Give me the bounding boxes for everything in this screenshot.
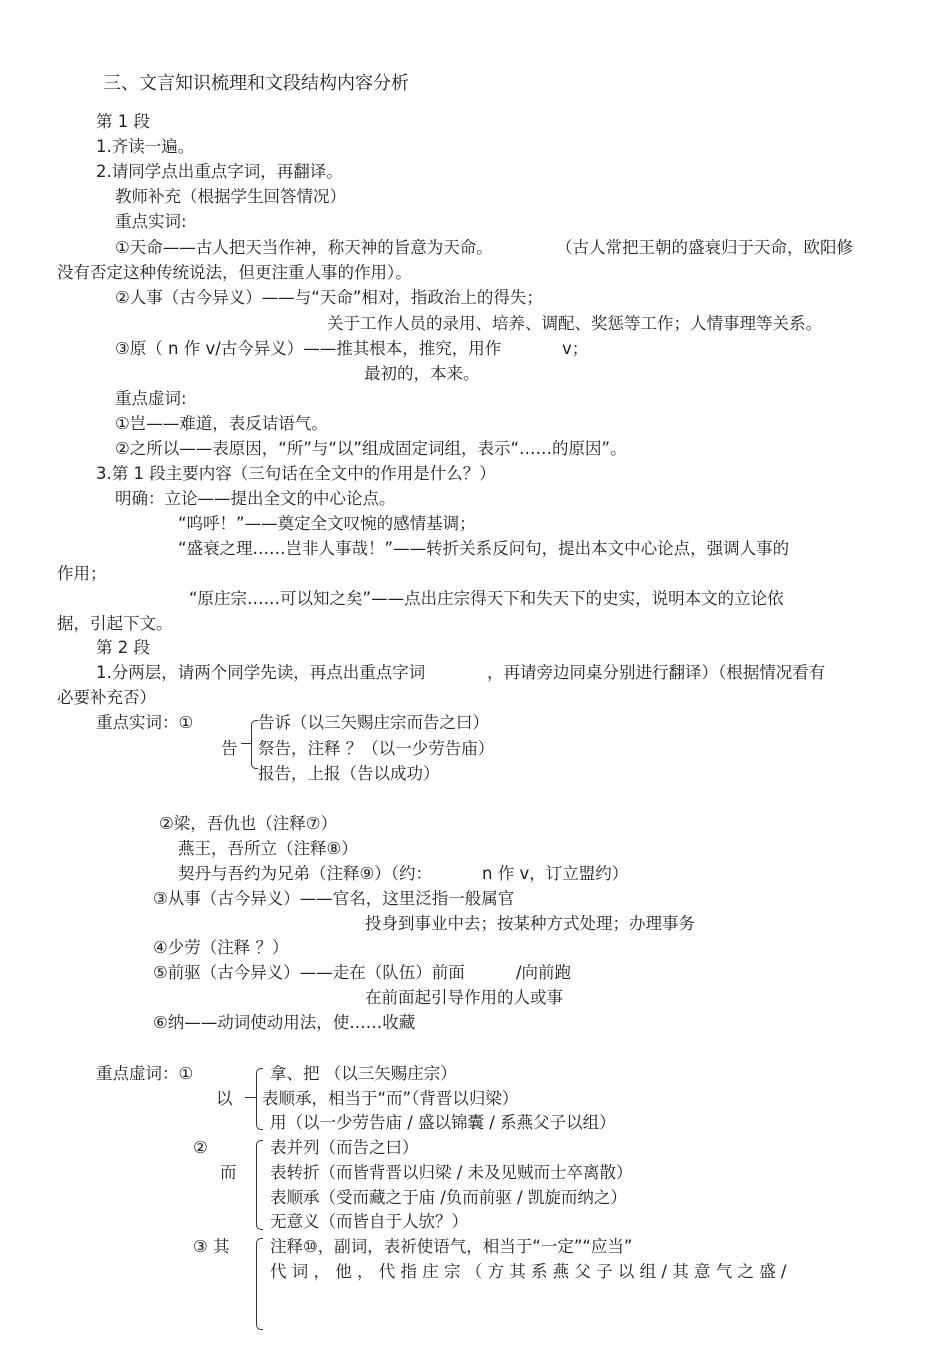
yi-item: 用（以一少劳告庙 / 盛以锦囊 / 系燕父子以组） xyxy=(270,1113,616,1132)
note-qianqu-cont: 在前面起引导作用的人或事 xyxy=(365,988,563,1007)
note-yuan-cont: 最初的，本来。 xyxy=(364,364,480,383)
brace-er xyxy=(256,1140,263,1230)
note-qidan-cont: n 作 v，订立盟约） xyxy=(482,864,629,883)
note-congshi-cont: 投身到事业中去；按某种方式处理；办理事务 xyxy=(365,914,695,933)
note-qianqu: ⑤前驱（古今异义）——走在（队伍）前面 xyxy=(153,963,465,982)
char-er: 而 xyxy=(220,1163,237,1182)
note-renshi-cont: 关于工作人员的录用、培养、调配、奖惩等工作；人情事理等关系。 xyxy=(327,314,822,333)
note-yanwang: 燕王，吾所立（注释⑧） xyxy=(178,839,358,858)
note-zhisuoyi: ②之所以——表原因，“所”与“以”组成固定词组，表示“……的原因”。 xyxy=(115,439,627,458)
analysis-shengshuai: “盛衰之理……岂非人事哉！”——转折关系反问句，提出本文中心论点，强调人事的 xyxy=(178,539,790,558)
step-text-wrap: 必要补充否） xyxy=(57,688,156,707)
note-tianming-aside: （古人常把王朝的盛衰归于天命，欧阳修 xyxy=(556,238,853,257)
er-item: 表并列（而告之曰） xyxy=(270,1138,419,1157)
yi-item: 拿、把 （以三矢赐庄宗） xyxy=(270,1064,457,1083)
num-er: ② xyxy=(193,1138,208,1157)
note-yuan-v: v； xyxy=(562,339,589,358)
teacher-note: 教师补充（根据学生回答情况） xyxy=(115,187,346,206)
note-tianming: ①天命——古人把天当作神，称天神的旨意为天命。 xyxy=(115,238,493,257)
gao-item: 报告，上报（告以成功） xyxy=(258,764,440,783)
gao-item: 告诉（以三矢赐庄宗而告之曰） xyxy=(258,713,489,732)
step-text: 1.齐读一遍。 xyxy=(96,137,195,156)
note-yuan: ③原（ n 作 v/古今异义）——推其根本，推究，用作 xyxy=(115,339,502,358)
step-text: 3.第 1 段主要内容（三句话在全文中的作用是什么？） xyxy=(96,464,496,483)
answer-mingque: 明确：立论——提出全文的中心论点。 xyxy=(115,489,396,508)
analysis-wuhu: “呜呼！”——奠定全文叹惋的感情基调； xyxy=(178,514,476,533)
step-text: 1.分两层，请两个同学先读，再点出重点字词 xyxy=(96,663,426,682)
brace-qi xyxy=(256,1238,263,1330)
step-text: 2.请同学点出重点字词，再翻译。 xyxy=(96,162,343,181)
note-renshi: ②人事（古今异义）——与“天命”相对，指政治上的得失； xyxy=(115,288,543,307)
note-tianming-cont: 没有否定这种传统说法，但更注重人事的作用）。 xyxy=(57,263,412,282)
brace-gao xyxy=(251,720,258,769)
label-shici-2: 重点实词：① xyxy=(96,713,194,732)
er-item: 表顺承（受而藏之于庙 /负而前驱 / 凯旋而纳之） xyxy=(270,1188,627,1207)
label-xuci: 重点虚词: xyxy=(115,389,187,408)
analysis-yuanzhuang: “原庄宗……可以知之矣”——点出庄宗得天下和失天下的史实，说明本文的立论依 xyxy=(189,589,784,608)
qi-item: 注释⑩，副词，表祈使语气，相当于“一定”“应当” xyxy=(270,1237,633,1256)
note-shaolao: ④少劳（注释 ？） xyxy=(153,938,289,957)
label-qi: ③ 其 xyxy=(193,1237,230,1256)
note-qi: ①岂——难道，表反诘语气。 xyxy=(115,414,328,433)
analysis-shengshuai-cont: 作用； xyxy=(57,564,107,583)
char-gao: 告 xyxy=(221,739,238,758)
note-congshi: ③从事（古今异义）——官名，这里泛指一般属官 xyxy=(153,889,515,908)
gao-item: 祭告，注释 ？（以一少劳告庙） xyxy=(258,739,495,758)
step-text-cont: ，再请旁边同桌分别进行翻译）（根据情况看有 xyxy=(487,663,826,682)
label-shici: 重点实词: xyxy=(115,212,187,231)
qi-item: 代 词 ， 他 ， 代 指 庄 宗 （ 方 其 系 燕 父 子 以 组 / 其 意 气 之 盛 / xyxy=(270,1262,787,1281)
analysis-yuanzhuang-cont: 据，引起下文。 xyxy=(57,614,173,633)
note-na: ⑥纳——动词使动用法，使……收藏 xyxy=(153,1013,416,1032)
label-xuci-2: 重点虚词：① xyxy=(96,1064,194,1083)
section-heading-2: 第 2 段 xyxy=(96,638,150,657)
note-qidan: 契丹与吾约为兄弟（注释⑨）（约： xyxy=(178,864,433,883)
brace-yi-tip xyxy=(245,1097,256,1098)
section-heading-1: 第 1 段 xyxy=(96,112,150,131)
yi-item: 表顺承，相当于“而”（背晋以归梁） xyxy=(262,1089,519,1108)
note-liang: ②梁，吾仇也（注释⑦） xyxy=(159,814,338,833)
brace-gao-tip xyxy=(241,743,251,744)
char-yi: 以 xyxy=(216,1089,233,1108)
page-title: 三、文言知识梳理和文段结构内容分析 xyxy=(103,73,409,94)
er-item: 表转折（而皆背晋以归梁 / 未及见贼而士卒离散） xyxy=(270,1163,633,1182)
note-qianqu-slash: /向前跑 xyxy=(516,963,572,982)
er-item: 无意义（而皆自于人欤？） xyxy=(270,1212,468,1231)
